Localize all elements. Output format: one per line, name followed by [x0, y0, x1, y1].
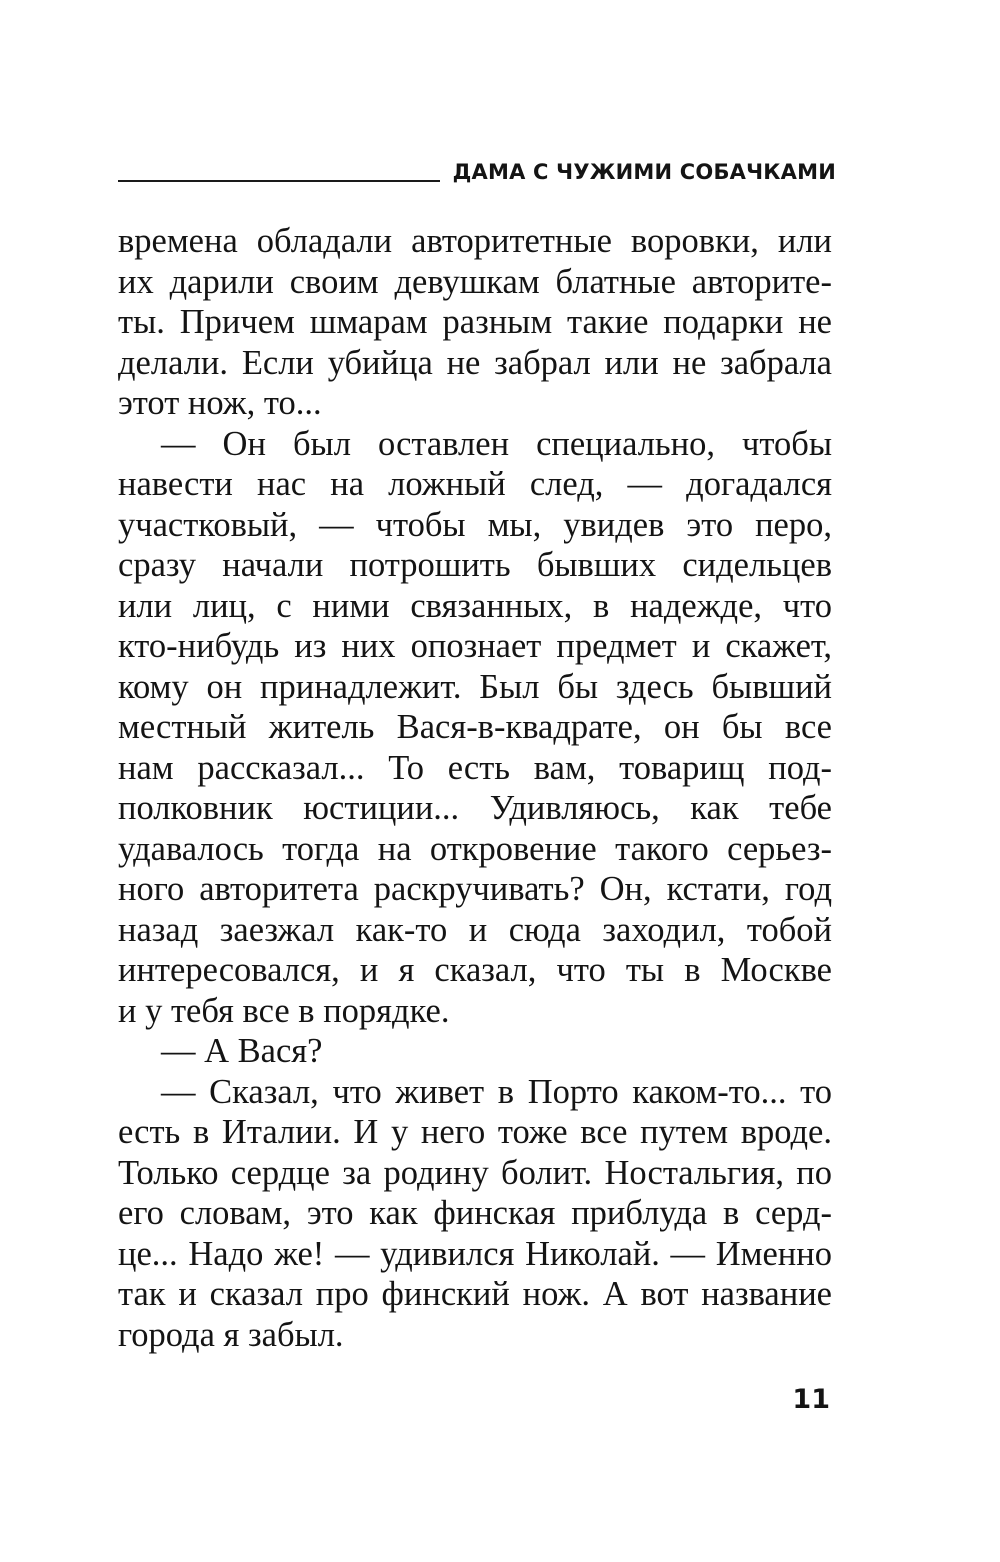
text-line: делали. Если убийца не забрал или не забрала — [118, 343, 832, 382]
text-line: времена обладали авторитетные воровки, или — [118, 222, 832, 260]
text-line: ного авторитета раскручивать? Он, кстати, год — [118, 870, 832, 908]
text-line: навести нас на ложный след, — догадался — [118, 465, 832, 503]
text-line: города я забыл. — [118, 1315, 344, 1354]
text-line: есть в Италии. И у него тоже все путем вроде. — [118, 1113, 832, 1151]
text-line: це... Надо же! — удивился Николай. — Именно — [118, 1234, 832, 1273]
text-line: так и сказал про финский нож. А вот название — [118, 1275, 832, 1313]
page-body — [118, 221, 832, 1355]
text-line: участковый, — чтобы мы, увидев это перо, — [118, 505, 832, 544]
header-rule — [118, 180, 440, 182]
text-line: местный житель Вася-в-квадрате, он бы все — [118, 708, 832, 746]
text-line: этот нож, то... — [118, 384, 322, 422]
text-line: и у тебя все в порядке. — [118, 991, 450, 1030]
text-line: интересовался, и я сказал, что ты в Москве — [118, 951, 832, 989]
text-line: сразу начали потрошить бывших сидельцев — [118, 546, 832, 584]
page-number: 11 — [792, 1384, 830, 1415]
text-line: ты. Причем шмарам разным такие подарки не — [118, 303, 832, 341]
text-line: — Сказал, что живет в Порто каком-то... то — [161, 1072, 832, 1111]
text-line: — Он был оставлен специально, чтобы — [161, 424, 832, 463]
text-line: или лиц, с ними связанных, в надежде, что — [118, 586, 832, 625]
text-line: их дарили своим девушкам блатные авторите- — [118, 262, 832, 301]
text-line: кому он принадлежит. Был бы здесь бывший — [118, 667, 832, 706]
text-line: назад заезжал как-то и сюда заходил, тобой — [118, 910, 832, 949]
text-line: Только сердце за родину болит. Ностальгия, по — [118, 1153, 832, 1192]
text-line: полковник юстиции... Удивляюсь, как тебе — [118, 789, 832, 827]
text-line: удавалось тогда на откровение такого серьез- — [118, 829, 832, 868]
text-line: его словам, это как финская приблуда в серд- — [118, 1194, 832, 1232]
text-line: нам рассказал... То есть вам, товарищ под- — [118, 748, 832, 787]
running-title: ДАМА С ЧУЖИМИ СОБАЧКАМИ — [452, 160, 836, 184]
text-line: кто-нибудь из них опознает предмет и скажет, — [118, 627, 832, 665]
text-line: — А Вася? — [161, 1032, 323, 1070]
